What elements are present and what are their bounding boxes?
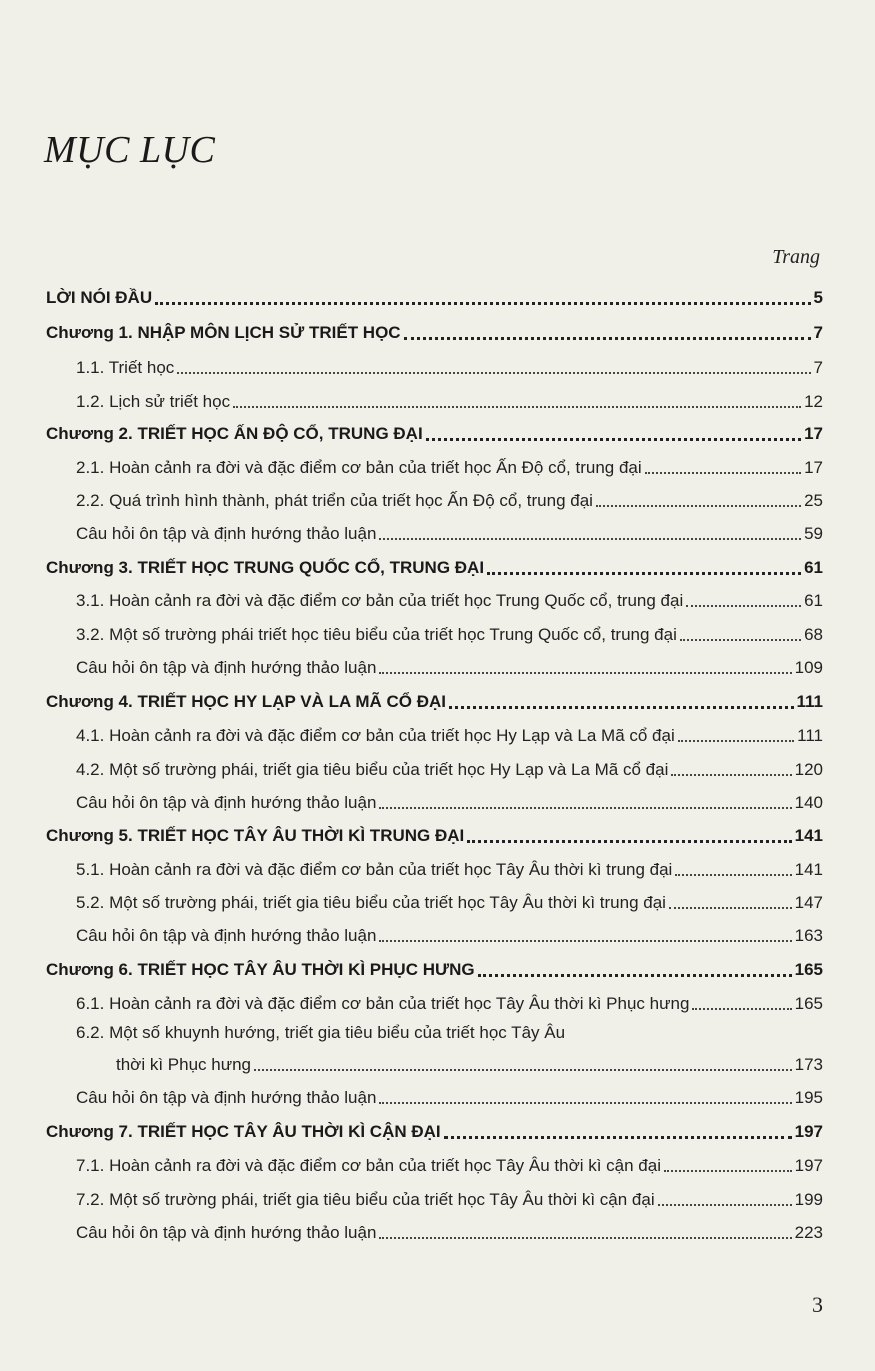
toc-page-number: 17: [804, 424, 823, 443]
dot-leader: [177, 372, 810, 374]
toc-page-number: 197: [794, 1156, 823, 1175]
toc-section-entry: [76, 757, 823, 781]
toc-page-number: 111: [796, 692, 823, 711]
toc-entry-label: 5.1. Hoàn cảnh ra đời và đặc điểm cơ bản của triết học Tây Âu thời kì trung đại: [76, 860, 673, 879]
toc-chapter-entry: [46, 285, 823, 309]
toc-page-number: 147: [794, 893, 823, 912]
dot-leader: [478, 974, 792, 977]
dot-leader: [686, 605, 801, 607]
toc-page-number: 199: [794, 1190, 823, 1209]
toc-page-number: 5: [813, 288, 823, 307]
toc-page-number: 7: [813, 323, 823, 342]
dot-leader: [664, 1170, 792, 1172]
toc-section-entry: [76, 890, 823, 914]
toc-entry-label: LỜI NÓI ĐẦU: [46, 288, 153, 307]
toc-entry-label: 4.2. Một số trường phái, triết gia tiêu biểu của triết học Hy Lạp và La Mã cổ đại: [76, 760, 669, 779]
toc-entry-label: Câu hỏi ôn tập và định hướng thảo luận: [76, 524, 377, 543]
toc-entry-label: Chương 3. TRIẾT HỌC TRUNG QUỐC CỔ, TRUNG ĐẠI: [46, 558, 485, 577]
toc-page-number: 68: [804, 625, 823, 644]
dot-leader: [379, 1237, 791, 1239]
toc-page-number: 12: [804, 392, 823, 411]
toc-entry-label: Chương 2. TRIẾT HỌC ẤN ĐỘ CỔ, TRUNG ĐẠI: [46, 424, 423, 443]
toc-entry-label: 1.2. Lịch sử triết học: [76, 392, 231, 411]
toc-entry-label: Câu hỏi ôn tập và định hướng thảo luận: [76, 926, 377, 945]
toc-chapter-entry: [46, 320, 823, 344]
toc-page-number: 141: [794, 860, 823, 879]
dot-leader: [379, 940, 791, 942]
toc-section-entry: [76, 790, 823, 814]
toc-entry-label: 6.2. Một số khuynh hướng, triết gia tiêu biểu của triết học Tây Âu: [76, 1023, 566, 1042]
dot-leader: [692, 1008, 791, 1010]
dot-leader: [658, 1204, 792, 1206]
dot-leader: [680, 639, 801, 641]
toc-section-entry: [76, 455, 823, 479]
toc-entry-label: thời kì Phục hưng: [116, 1055, 251, 1074]
toc-entry-label: 3.1. Hoàn cảnh ra đời và đặc điểm cơ bản của triết học Trung Quốc cổ, trung đại: [76, 591, 684, 610]
dot-leader: [596, 505, 801, 507]
toc-page-number: 120: [794, 760, 823, 779]
toc-page-number: 165: [794, 960, 823, 979]
page-number: 3: [812, 1292, 823, 1317]
dot-leader: [645, 472, 801, 474]
toc-section-entry: [116, 1052, 823, 1076]
toc-page-number: 111: [797, 726, 823, 745]
dot-leader: [155, 302, 810, 305]
toc-page-number: 109: [794, 658, 823, 677]
toc-chapter-entry: [46, 689, 823, 713]
toc-section-entry: [76, 521, 823, 545]
dot-leader: [675, 874, 791, 876]
toc-section-entry: [76, 355, 823, 379]
page-title: MỤC LỤC: [44, 129, 216, 171]
dot-leader: [379, 672, 791, 674]
toc-section-entry: [76, 488, 823, 512]
toc-page-number: 61: [804, 591, 823, 610]
toc-section-entry: [76, 1220, 823, 1244]
toc-entry-label: Câu hỏi ôn tập và định hướng thảo luận: [76, 793, 377, 812]
toc-entry-label: Câu hỏi ôn tập và định hướng thảo luận: [76, 1223, 377, 1242]
page-column-header: Trang: [772, 246, 820, 268]
toc-entry-label: 2.1. Hoàn cảnh ra đời và đặc điểm cơ bản của triết học Ấn Độ cổ, trung đại: [76, 458, 642, 477]
toc-section-entry: [76, 923, 823, 947]
toc-section-entry: [76, 991, 823, 1015]
toc-entry-label: Chương 1. NHẬP MÔN LỊCH SỬ TRIẾT HỌC: [46, 323, 401, 342]
toc-section-entry: [76, 723, 823, 747]
dot-leader: [426, 438, 801, 441]
toc-page-number: 59: [804, 524, 823, 543]
toc-entry-label: Chương 6. TRIẾT HỌC TÂY ÂU THỜI KÌ PHỤC HƯNG: [46, 960, 475, 979]
dot-leader: [233, 406, 801, 408]
toc-section-entry: [76, 1153, 823, 1177]
toc-page-number: 173: [794, 1055, 823, 1074]
toc-entry-label: 6.1. Hoàn cảnh ra đời và đặc điểm cơ bản của triết học Tây Âu thời kì Phục hưng: [76, 994, 690, 1013]
dot-leader: [671, 774, 791, 776]
toc-section-entry: [76, 655, 823, 679]
toc-page-number: 17: [804, 458, 823, 477]
toc-chapter-entry: [46, 555, 823, 579]
dot-leader: [449, 706, 794, 709]
dot-leader: [669, 907, 792, 909]
toc-entry-label: 5.2. Một số trường phái, triết gia tiêu biểu của triết học Tây Âu thời kì trung đại: [76, 893, 666, 912]
toc-entry-label: Chương 4. TRIẾT HỌC HY LẠP VÀ LA MÃ CỔ ĐẠI: [46, 692, 446, 711]
toc-page-number: 61: [804, 558, 823, 577]
dot-leader: [487, 572, 801, 575]
toc-chapter-entry: [46, 1119, 823, 1143]
toc-entry-label: 3.2. Một số trường phái triết học tiêu biểu của triết học Trung Quốc cổ, trung đại: [76, 625, 677, 644]
toc-chapter-entry: [46, 421, 823, 445]
toc-page-number: 7: [813, 358, 823, 377]
toc-chapter-entry: [46, 823, 823, 847]
toc-entry-label: 2.2. Quá trình hình thành, phát triển của triết học Ấn Độ cổ, trung đại: [76, 491, 593, 510]
toc-chapter-entry: [46, 957, 823, 981]
toc-page-number: 197: [794, 1122, 823, 1141]
toc-page-number: 141: [794, 826, 823, 845]
toc-section-entry: [76, 622, 823, 646]
dot-leader: [379, 538, 801, 540]
toc-page-number: 25: [804, 491, 823, 510]
toc-section-entry: [76, 857, 823, 881]
toc-entry-label: Câu hỏi ôn tập và định hướng thảo luận: [76, 658, 377, 677]
toc-entry-label: Chương 5. TRIẾT HỌC TÂY ÂU THỜI KÌ TRUNG ĐẠI: [46, 826, 465, 845]
dot-leader: [404, 337, 811, 340]
toc-entry-label: 7.2. Một số trường phái, triết gia tiêu biểu của triết học Tây Âu thời kì cận đại: [76, 1190, 655, 1209]
dot-leader: [379, 1102, 791, 1104]
dot-leader: [678, 740, 794, 742]
toc-page-number: 163: [794, 926, 823, 945]
toc-page-number: 140: [794, 793, 823, 812]
toc-page-number: 195: [794, 1088, 823, 1107]
toc-entry-label: Câu hỏi ôn tập và định hướng thảo luận: [76, 1088, 377, 1107]
dot-leader: [254, 1069, 792, 1071]
dot-leader: [444, 1136, 792, 1139]
toc-section-entry: [76, 1187, 823, 1211]
toc-section-entry: [76, 389, 823, 413]
toc-section-entry: [76, 1085, 823, 1109]
toc-entry-label: 4.1. Hoàn cảnh ra đời và đặc điểm cơ bản của triết học Hy Lạp và La Mã cổ đại: [76, 726, 675, 745]
toc-entry-label: 1.1. Triết học: [76, 358, 175, 377]
toc-page-number: 223: [794, 1223, 823, 1242]
dot-leader: [379, 807, 791, 809]
dot-leader: [467, 840, 791, 843]
toc-entry-label: 7.1. Hoàn cảnh ra đời và đặc điểm cơ bản của triết học Tây Âu thời kì cận đại: [76, 1156, 661, 1175]
toc-entry-label: Chương 7. TRIẾT HỌC TÂY ÂU THỜI KÌ CẬN ĐẠI: [46, 1122, 441, 1141]
toc-page-number: 165: [794, 994, 823, 1013]
toc-section-entry: [76, 588, 823, 612]
